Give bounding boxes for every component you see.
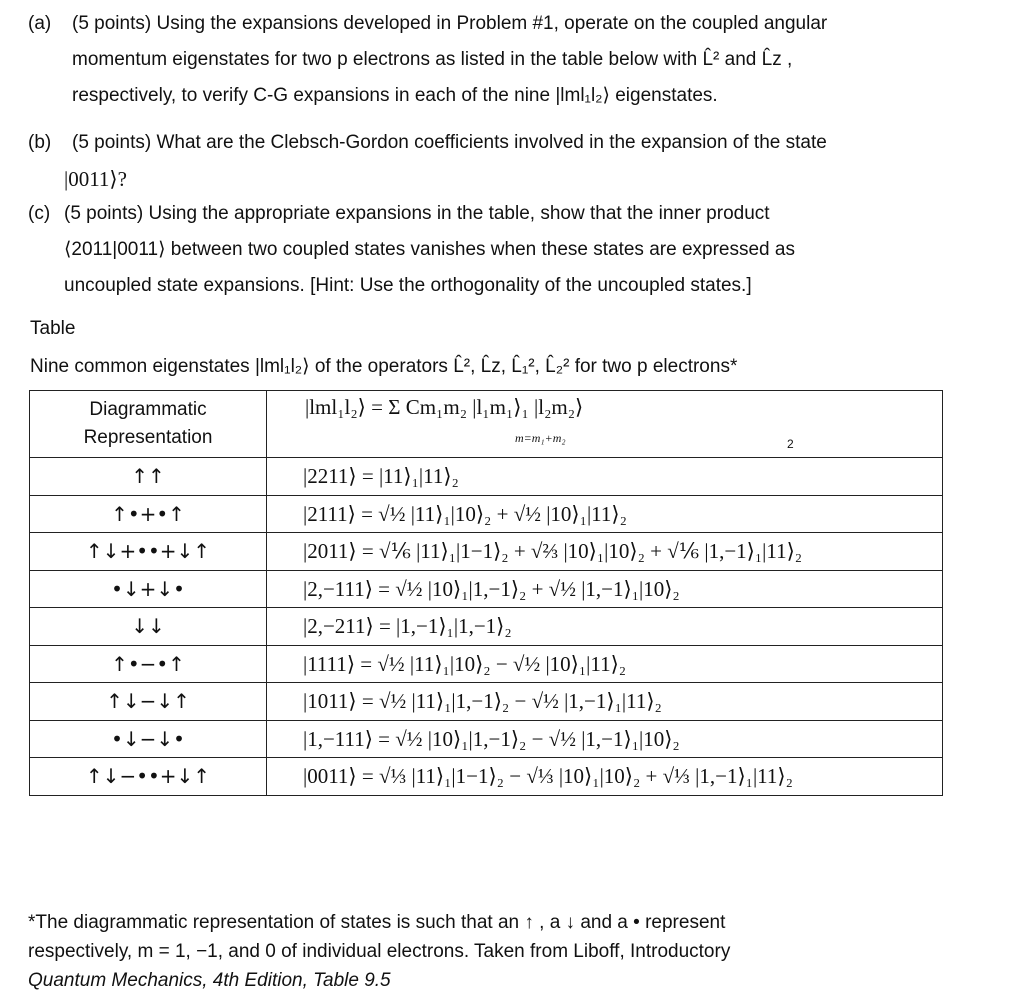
part-a-label: (a) bbox=[28, 13, 52, 34]
table-row bbox=[30, 533, 943, 571]
part-c-line3: uncoupled state expansions. [Hint: Use the orthogonality of the uncoupled states.] bbox=[64, 275, 752, 296]
part-c-line2: ⟨2011|0011⟩ between two coupled states vanishes when these states are expressed as bbox=[64, 239, 795, 260]
footnote-line1: *The diagrammatic representation of states is such that an ↑ , a ↓ and a • represent bbox=[28, 912, 726, 933]
header-expansion bbox=[267, 391, 943, 458]
header-equation: |lml₁l₂⟩ = Σ Cm₁m₂ |l₁m₁⟩₁ |l₂m₂⟩ bbox=[305, 395, 584, 419]
table-row bbox=[30, 645, 943, 683]
table-row bbox=[30, 720, 943, 758]
header-diagrammatic: Diagrammatic Representation bbox=[30, 391, 267, 458]
diagram-cell: ↑↓−↓↑ bbox=[30, 683, 267, 721]
problem-part-a bbox=[28, 6, 988, 114]
part-a-line3: respectively, to verify C-G expansions in each of the nine |lml₁l₂⟩ eigenstates. bbox=[72, 85, 718, 106]
table-row bbox=[30, 758, 943, 796]
footnote bbox=[28, 908, 988, 995]
table-title: Table bbox=[30, 318, 76, 339]
diagram-cell: ↑•−•↑ bbox=[30, 645, 267, 683]
problem-part-c bbox=[28, 196, 988, 304]
header-sum-index: m=m₁+m₂ bbox=[515, 431, 566, 445]
footnote-line3: Quantum Mechanics, 4th Edition, Table 9.5 bbox=[28, 970, 391, 991]
part-a-line1: (5 points) Using the expansions developed in Problem #1, operate on the coupled angular bbox=[72, 13, 828, 34]
footnote-line2: respectively, m = 1, −1, and 0 of individual electrons. Taken from Liboff, Introductory bbox=[28, 941, 731, 962]
equation-cell: |0011⟩ = √⅓ |11⟩₁|1−1⟩₂ − √⅓ |10⟩₁|10⟩₂ + √⅓ |1,−1⟩₁|11⟩₂ bbox=[267, 758, 943, 796]
header-subscript: 2 bbox=[787, 437, 794, 451]
equation-cell: |2,−211⟩ = |1,−1⟩₁|1,−1⟩₂ bbox=[267, 608, 943, 646]
equation-cell: |2,−111⟩ = √½ |10⟩₁|1,−1⟩₂ + √½ |1,−1⟩₁|10⟩₂ bbox=[267, 570, 943, 608]
equation-cell: |1011⟩ = √½ |11⟩₁|1,−1⟩₂ − √½ |1,−1⟩₁|11⟩₂ bbox=[267, 683, 943, 721]
diagram-cell: •↓+↓• bbox=[30, 570, 267, 608]
table-row bbox=[30, 458, 943, 496]
part-b-label: (b) bbox=[28, 132, 52, 153]
diagram-cell: ↑•+•↑ bbox=[30, 495, 267, 533]
diagram-cell: ↑↑ bbox=[30, 458, 267, 496]
problem-part-b bbox=[28, 125, 988, 197]
table-row bbox=[30, 608, 943, 646]
part-c-line1: (5 points) Using the appropriate expansions in the table, show that the inner product bbox=[64, 203, 770, 224]
eigenstates-table bbox=[29, 390, 943, 796]
table-row bbox=[30, 570, 943, 608]
table-row bbox=[30, 495, 943, 533]
diagram-cell: ↓↓ bbox=[30, 608, 267, 646]
table-body bbox=[30, 458, 943, 796]
equation-cell: |1111⟩ = √½ |11⟩₁|10⟩₂ − √½ |10⟩₁|11⟩₂ bbox=[267, 645, 943, 683]
table-caption: Nine common eigenstates |lml₁l₂⟩ of the operators L̂², L̂z, L̂₁², L̂₂² for two p electrons* bbox=[30, 356, 738, 377]
diagram-cell: •↓−↓• bbox=[30, 720, 267, 758]
part-a-line2: momentum eigenstates for two p electrons as listed in the table below with L̂² and L̂z , bbox=[72, 49, 793, 70]
equation-cell: |2211⟩ = |11⟩₁|11⟩₂ bbox=[267, 458, 943, 496]
part-b-line1: (5 points) What are the Clebsch-Gordon coefficients involved in the expansion of the state bbox=[72, 132, 827, 153]
part-b-line2: |0011⟩? bbox=[64, 167, 127, 191]
equation-cell: |1,−111⟩ = √½ |10⟩₁|1,−1⟩₂ − √½ |1,−1⟩₁|10⟩₂ bbox=[267, 720, 943, 758]
equation-cell: |2111⟩ = √½ |11⟩₁|10⟩₂ + √½ |10⟩₁|11⟩₂ bbox=[267, 495, 943, 533]
equation-cell: |2011⟩ = √⅙ |11⟩₁|1−1⟩₂ + √⅔ |10⟩₁|10⟩₂ + √⅙ |1,−1⟩₁|11⟩₂ bbox=[267, 533, 943, 571]
diagram-cell: ↑↓+••+↓↑ bbox=[30, 533, 267, 571]
part-c-label: (c) bbox=[28, 203, 51, 224]
diagram-cell: ↑↓−••+↓↑ bbox=[30, 758, 267, 796]
table-row bbox=[30, 683, 943, 721]
